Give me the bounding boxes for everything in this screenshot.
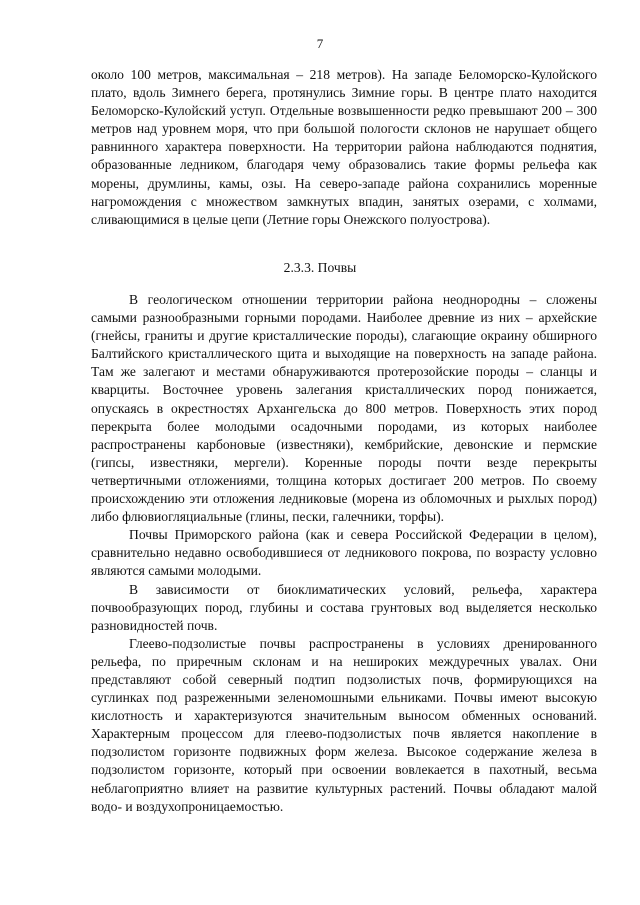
page-number: 7	[316, 36, 324, 51]
soils-paragraph-gley-podzolic: Глеево-подзолистые почвы распространены в условиях дренированного рельефа, по приречным склонам и на неширoких междуречных увалах. Они представляют собой северный подтип подзолистых почв, формирующихся на суглинках под разреженными зеленомошными ельниками. Почвы имеют высокую кислотность и характеризуются значительным выносом обменных оснований. Характерным процессом для глеево-подзолистых почв является накопление в подзолистом горизонте подвижных форм железа. Высокое содержание железа в подзолистом горизонте, который при освоении вовлекается в пахотный, весьма неблагоприятно влияет на развитие культурных растений. Почвы обладают малой водо- и воздухопроницаемостью.	[91, 635, 597, 814]
soils-paragraph-geology: В геологическом отношении территории района неоднородны – сложены самыми разнообразными горными породами. Наиболее древние из них – архейские (гнейсы, граниты и другие кристаллические породы), слагающие окраину обширного Балтийского кристаллического щита и выходящие на поверхность на западе района. Там же залегают и местами обнаруживаются протерозойские породы – сланцы и кварциты. Восточнее уровень залегания кристаллических пород понижается, опускаясь в окрестностях Архангельска до 800 метров. Поверхность этих пород перекрыта более молодыми осадочными породами, из которых наиболее распространены карбоновые (известняки), кембрийские, девонские и пермские (гипсы, известняки, мергели). Коренные породы почти везде перекрыты четвертичными отложениями, толщина которых достигает 200 метров. По своему происхождению эти отложения ледниковые (морена из обломочных и рыхлых пород) либо флювиогляциальные (глины, пески, галечники, торфы).	[91, 292, 597, 525]
relief-paragraph: около 100 метров, максимальная – 218 метров). На западе Беломорско-Кулойского плато, вдоль Зимнего берега, протянулись Зимние горы. В центре плато находится Беломорско-Кулойский уступ. Отдельные возвышенности редко превышают 200 – 300 метров над уровнем моря, что при большой пологости склонов не нарушает общего равнинного характера поверхности. На территории района наблюдаются поднятия, образованные ледником, благодаря чему образовались такие формы рельефа как морены, друмлины, камы, озы. На северо-западе района сохранились моренные нагромождения с множеством замкнутых впадин, занятых озерами, с холмами, сливающимися в целые цепи (Летние горы Онежского полуострова).	[91, 67, 597, 227]
section-heading: 2.3.3. Почвы	[283, 260, 357, 275]
soils-paragraph-age: Почвы Приморского района (как и севера Российской Федерации в целом), сравнительно недавно освободившиеся от ледникового покрова, по возрасту условно являются самыми молодыми.	[91, 527, 597, 579]
relief-text-block	[91, 66, 597, 229]
soils-text-block	[91, 291, 597, 816]
soils-paragraph-varieties: В зависимости от биоклиматических условий, рельефа, характера почвообразующих пород, глубины и состава грунтовых вод выделяется несколько разновидностей почв.	[91, 581, 597, 633]
